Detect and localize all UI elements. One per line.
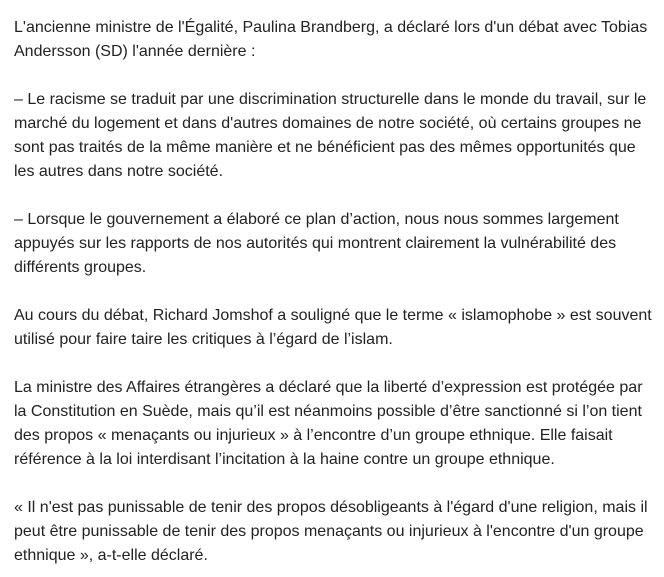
paragraph-jomshof: Au cours du débat, Richard Jomshof a souligné que le terme « islamophobe » est souvent utilisé pour faire taire les critiques à l’égard de l’islam. <box>14 307 652 348</box>
paragraph-foreign-minister: La ministre des Affaires étrangères a déclaré que la liberté d’expression est protégée par la Constitution en Suède, mais qu’il est néanmoins possible d’être sanctionné si l’on tient des propos « menaçants ou injurieux » à l’encontre d’un groupe ethnique. Elle faisait référence à la loi interdisant l’incitation à la haine contre un groupe ethnique. <box>14 379 643 468</box>
paragraph-racism-quote: – Le racisme se traduit par une discrimination structurelle dans le monde du travail, sur le marché du logement et dans d'autres domaines de notre société, où certains groupes ne sont pas traités de la même manière et ne bénéficient pas des mêmes opportunités que les autres dans notre société. <box>14 91 647 180</box>
paragraph-closing-quote: « Il n'est pas punissable de tenir des propos désobligeants à l'égard d'une religion, mais il peut être punissable de tenir des propos menaçants ou injurieux à l'encontre d'un groupe ethnique », a-t-elle déclaré. <box>14 499 648 564</box>
paragraph-action-plan-quote: – Lorsque le gouvernement a élaboré ce plan d’action, nous nous sommes largement appuyés sur les rapports de nos autorités qui montrent clairement la vulnérabilité des différents groupes. <box>14 211 619 276</box>
article-body <box>14 16 654 568</box>
paragraph-brandberg-intro: L'ancienne ministre de l'Égalité, Paulina Brandberg, a déclaré lors d'un débat avec Tobias Andersson (SD) l'année dernière : <box>14 19 648 60</box>
